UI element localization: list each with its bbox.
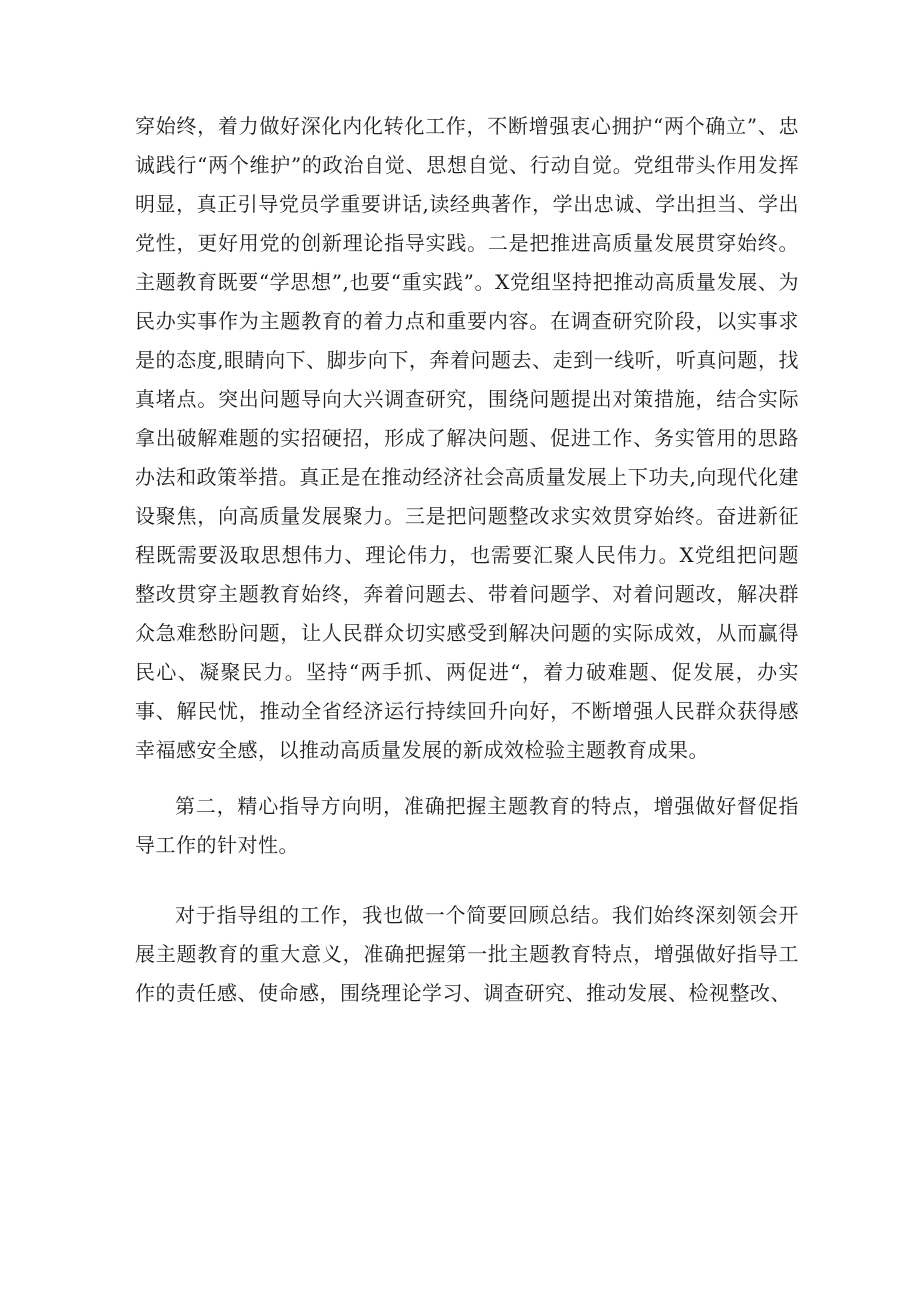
paragraph-continuation: 穿始终，着力做好深化内化转化工作，不断增强衷心拥护“两个确立”、忠诚践行“两个维护”的政治自觉、思想自觉、行动自觉。党组带头作用发挥明显，真正引导党员学重要讲话,读经典著作，学出忠诚、学出担当、学出党性，更好用党的创新理论指导实践。二是把推进高质量发展贯穿始终。主题教育既要“学思想”,也要“重实践”。X党组坚持把推动高质量发展、为民办实事作为主题教育的着力点和重要内容。在调查研究阶段，以实事求是的态度,眼睛向下、脚步向下，奔着问题去、走到一线听，听真问题，找真堵点。突出问题导向大兴调查研究，围绕问题提出对策措施，结合实际拿出破解难题的实招硬招，形成了解决问题、促进工作、务实管用的思路办法和政策举措。真正是在推动经济社会高质量发展上下功夫,向现代化建设聚焦，向高质量发展聚力。三是把问题整改求实效贯穿始终。奋进新征程既需要汲取思想伟力、理论伟力，也需要汇聚人民伟力。X党组把问题整改贯穿主题教育始终，奔着问题去、带着问题学、对着问题改，解决群众急难愁盼问题，让人民群众切实感受到解决问题的实际成效，从而赢得民心、凝聚民力。坚持“两手抓、两促进“，着力破难题、促发展，办实事、解民忧，推动全省经济运行持续回升向好，不断增强人民群众获得感幸福感安全感，以推动高质量发展的新成效检验主题教育成果。 xyxy=(135,114,799,762)
paragraph-section-heading: 第二，精心指导方向明，准确把握主题教育的特点，增强做好督促指导工作的针对性。 xyxy=(135,794,799,857)
paragraph-review-summary: 对于指导组的工作，我也做一个简要回顾总结。我们始终深刻领会开展主题教育的重大意义，准确把握第一批主题教育特点，增强做好指导工作的责任感、使命感，围绕理论学习、调查研究、推动发展、检视整改、 xyxy=(135,903,799,1005)
document-body xyxy=(135,107,799,1013)
